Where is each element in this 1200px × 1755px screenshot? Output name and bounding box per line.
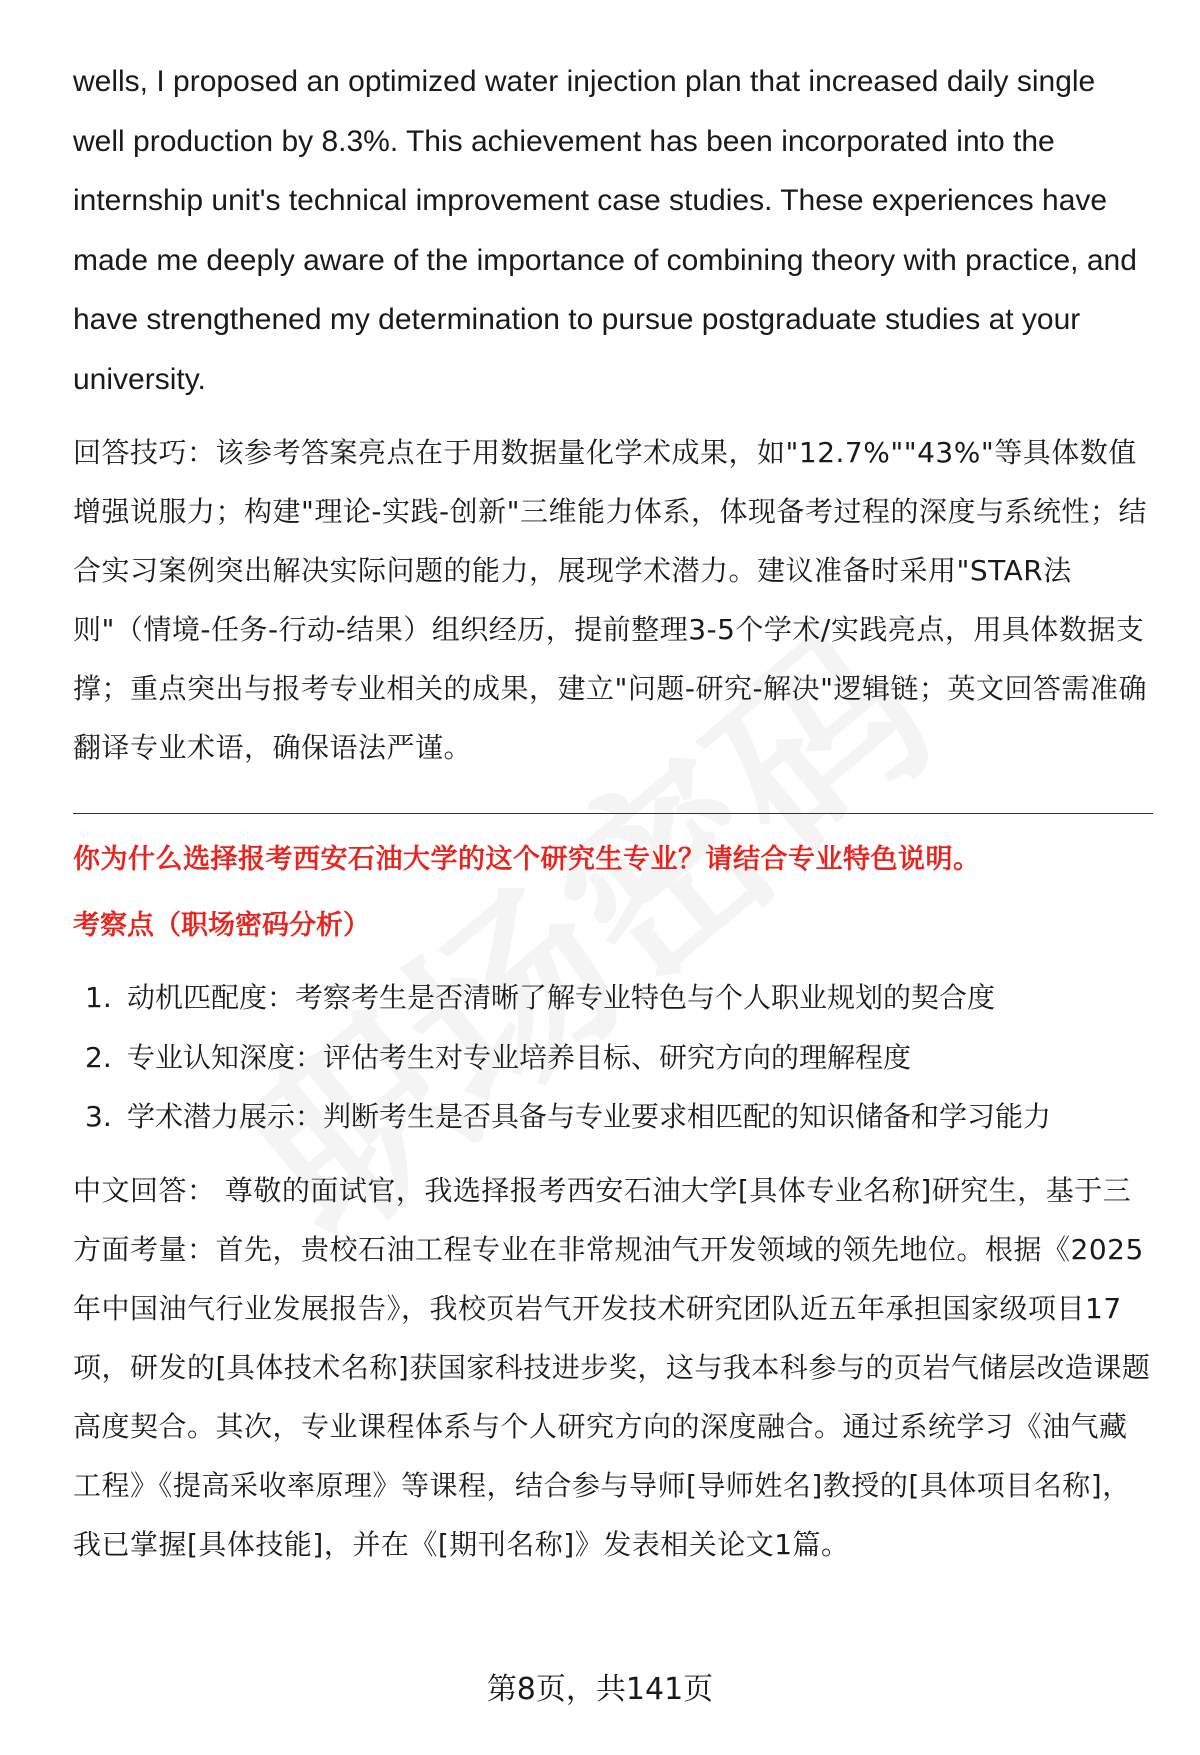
answer-tips-paragraph: 回答技巧：该参考答案亮点在于用数据量化学术成果，如"12.7%""43%"等具体数值增强说服力；构建"理论-实践-创新"三维能力体系，体现备考过程的深度与系统性；结合实习案例突出解决实际问题的能力，展现学术潜力。建议准备时采用"STAR法则"（情境-任务-行动-结果）组织经历，提前整理3-5个学术/实践亮点，用具体数据支撑；重点突出与报考专业相关的成果，建立"问题-研究-解决"逻辑链；英文回答需准确翻译专业术语，确保语法严谨。 [73,436,1147,764]
list-item-number: 3. [85,1100,112,1133]
interview-question: 你为什么选择报考西安石油大学的这个研究生专业？请结合专业特色说明。 [73,844,981,875]
list-item-number: 1. [85,981,112,1014]
list-item-text: 专业认知深度：评估考生对专业培养目标、研究方向的理解程度 [127,1040,912,1074]
list-item-text: 动机匹配度：考察考生是否清晰了解专业特色与个人职业规划的契合度 [127,981,996,1014]
section-divider [73,813,1153,814]
list-item-text: 学术潜力展示：判断考生是否具备与专业要求相匹配的知识储备和学习能力 [127,1100,1052,1133]
assessment-points-heading: 考察点（职场密码分析） [73,910,370,941]
list-item [73,968,1153,1028]
list-item [73,1028,1153,1088]
chinese-answer-paragraph: 中文回答： 尊敬的面试官，我选择报考西安石油大学[具体专业名称]研究生，基于三方面考量：首先，贵校石油工程专业在非常规油气开发领域的领先地位。根据《2025年中国油气行业发展报告》，我校页岩气开发技术研究团队近五年承担国家级项目17项，研发的[具体技术名称]获国家科技进步奖，这与我本科参与的页岩气储层改造课题高度契合。其次，专业课程体系与个人研究方向的深度融合。通过系统学习《油气藏工程》《提高采收率原理》等课程，结合参与导师[导师姓名]教授的[具体项目名称]，我已掌握[具体技能]，并在《[期刊名称]》发表相关论文1篇。 [73,1173,1151,1561]
assessment-points-list [73,968,1153,1147]
english-answer-paragraph: wells, I proposed an optimized water injection plan that increased daily single well production by 8.3%. This achievement has been incorporated into the internship unit's technical improvement case studies. These experiences have made me deeply aware of the importance of combining theory with practice, and have strengthened my determination to pursue postgraduate studies at your university. [73,65,1137,396]
page-content [73,52,1153,1574]
page-number-footer: 第8页，共141页 [486,1672,714,1707]
list-item [73,1087,1153,1147]
list-item-number: 2. [85,1040,112,1074]
